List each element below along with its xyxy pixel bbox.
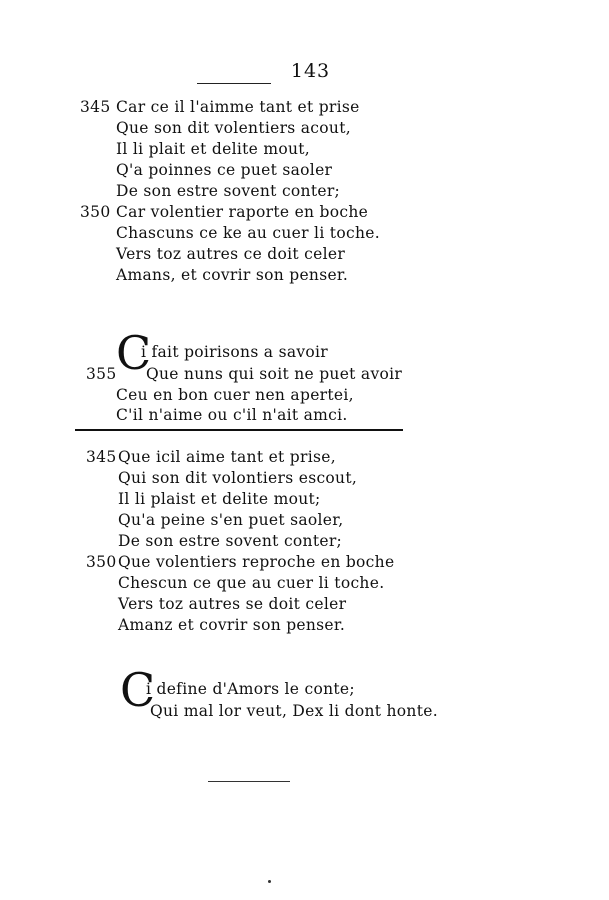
verse-text: De son estre sovent conter;: [116, 182, 341, 200]
verse-line: [0, 160, 609, 181]
verse-line: [0, 118, 609, 139]
verse-text: i define d'Amors le conte;: [146, 680, 355, 698]
verse-line: [0, 97, 609, 118]
section-separator-rule: [75, 429, 403, 431]
line-number: 345: [80, 98, 111, 116]
verse-text: Vers toz autres se doit celer: [118, 595, 347, 613]
verse-line: [0, 364, 609, 385]
end-rule: [208, 781, 290, 782]
verse-line: [0, 385, 609, 406]
line-number: 350: [80, 203, 111, 221]
verse-text: C'il n'aime ou c'il n'ait amci.: [116, 406, 348, 424]
verse-line: [0, 701, 609, 722]
verse-text: Qui son dit volontiers escout,: [118, 469, 358, 487]
verse-line: [0, 552, 609, 573]
verse-line: [0, 468, 609, 489]
verse-text: Que volentiers reproche en boche: [118, 553, 395, 571]
verse-text: Qui mal lor veut, Dex li dont honte.: [150, 702, 438, 720]
verse-line: [0, 531, 609, 552]
verse-line: [0, 139, 609, 160]
verse-text: De son estre sovent conter;: [118, 532, 343, 550]
page-number-rule: [197, 83, 271, 84]
verse-text: i fait poirisons a savoir: [141, 343, 329, 361]
verse-line: [0, 342, 609, 363]
verse-line: [0, 244, 609, 265]
verse-text: Que icil aime tant et prise,: [118, 448, 336, 466]
line-number: 355: [86, 365, 117, 383]
verse-text: Amans, et covrir son penser.: [116, 266, 349, 284]
verse-text: Car volentier raporte en boche: [116, 203, 369, 221]
verse-line: [0, 489, 609, 510]
drop-cap-initial: C: [116, 326, 152, 380]
verse-text: Q'a poinnes ce puet saoler: [116, 161, 333, 179]
verse-line: [0, 223, 609, 244]
verse-text: Qu'a peine s'en puet saoler,: [118, 511, 344, 529]
page-number: 143: [290, 60, 331, 82]
verse-line: [0, 573, 609, 594]
line-number: 350: [86, 553, 117, 571]
verse-line: [0, 202, 609, 223]
verse-text: Il li plaist et delite mout;: [118, 490, 321, 508]
verse-text: Car ce il l'aimme tant et prise: [116, 98, 360, 116]
verse-line: [0, 594, 609, 615]
verse-text: Vers toz autres ce doit celer: [116, 245, 346, 263]
verse-line: [0, 679, 609, 700]
verse-line: [0, 447, 609, 468]
verse-line: [0, 615, 609, 636]
verse-line: [0, 405, 609, 426]
verse-line: [0, 510, 609, 531]
verse-text: Ceu en bon cuer nen apertei,: [116, 386, 354, 404]
verse-text: Chescun ce que au cuer li toche.: [118, 574, 385, 592]
verse-line: [0, 265, 609, 286]
line-number: 345: [86, 448, 117, 466]
verse-text: Chascuns ce ke au cuer li toche.: [116, 224, 380, 242]
verse-text: Que nuns qui soit ne puet avoir: [146, 365, 403, 383]
verse-line: [0, 181, 609, 202]
drop-cap-initial: C: [120, 663, 156, 717]
verse-text: Que son dit volentiers acout,: [116, 119, 351, 137]
verse-text: Il li plait et delite mout,: [116, 140, 311, 158]
print-speck: [268, 880, 271, 883]
verse-text: Amanz et covrir son penser.: [118, 616, 346, 634]
